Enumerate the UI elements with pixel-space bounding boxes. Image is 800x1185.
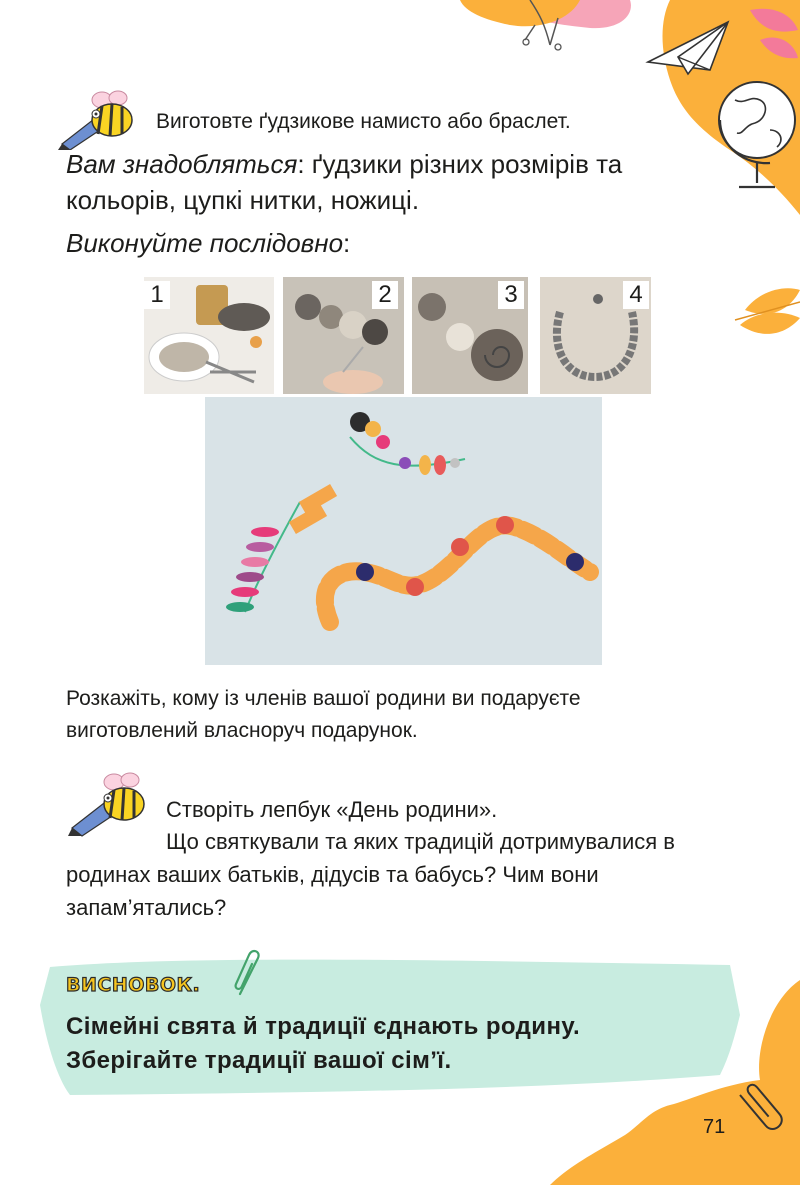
materials-label: Вам знадобляться — [66, 149, 298, 179]
activity1-instruction: Виготовте ґудзикове намисто або браслет. — [156, 110, 571, 133]
conclusion-line1: Сімейні свята й традиції єднають родину. — [66, 1013, 581, 1040]
step-number: 2 — [372, 281, 398, 309]
leaf-icon — [735, 288, 800, 334]
activity2-line2: Що святкували та яких традицій дотримувалися в родинах ваших батьків, дідусів та бабусь? Чим вони запам’ятались? — [66, 829, 675, 920]
bee-pencil-icon — [58, 90, 150, 150]
page-number: 71 — [703, 1116, 726, 1138]
materials-text: : ґудзики різних розмірів та кольорів, цупкі нитки, ножиці. — [66, 149, 623, 216]
step-number: 1 — [144, 281, 170, 309]
paperclip-icon — [228, 948, 268, 998]
conclusion-line2: Зберігайте традиції вашої сім’ї. — [66, 1046, 452, 1074]
sequence-label: Виконуйте послідовно — [66, 228, 344, 258]
sequence-colon: : — [343, 228, 351, 258]
activity2-paragraph — [66, 825, 736, 924]
step-photo-3 — [412, 277, 528, 394]
family-question: Розкажіть, кому із членів вашої родини ви подаруєте виготовлений власноруч подарунок. — [66, 687, 581, 742]
necklace-photo — [205, 397, 602, 665]
materials-paragraph — [66, 146, 696, 219]
conclusion-text — [66, 1010, 746, 1077]
step-number: 3 — [498, 281, 524, 309]
step-photo-1 — [144, 277, 274, 394]
activity2-line1: Створіть лепбук «День родини». — [166, 797, 498, 822]
flower-dot — [523, 39, 529, 45]
conclusion-title: ВИСНОВОК. — [66, 974, 201, 996]
flower-dot — [555, 44, 561, 50]
step-photo-4 — [540, 277, 651, 394]
step-photo-2 — [283, 277, 404, 394]
sequence-heading — [66, 225, 350, 261]
step-number: 4 — [623, 281, 649, 309]
